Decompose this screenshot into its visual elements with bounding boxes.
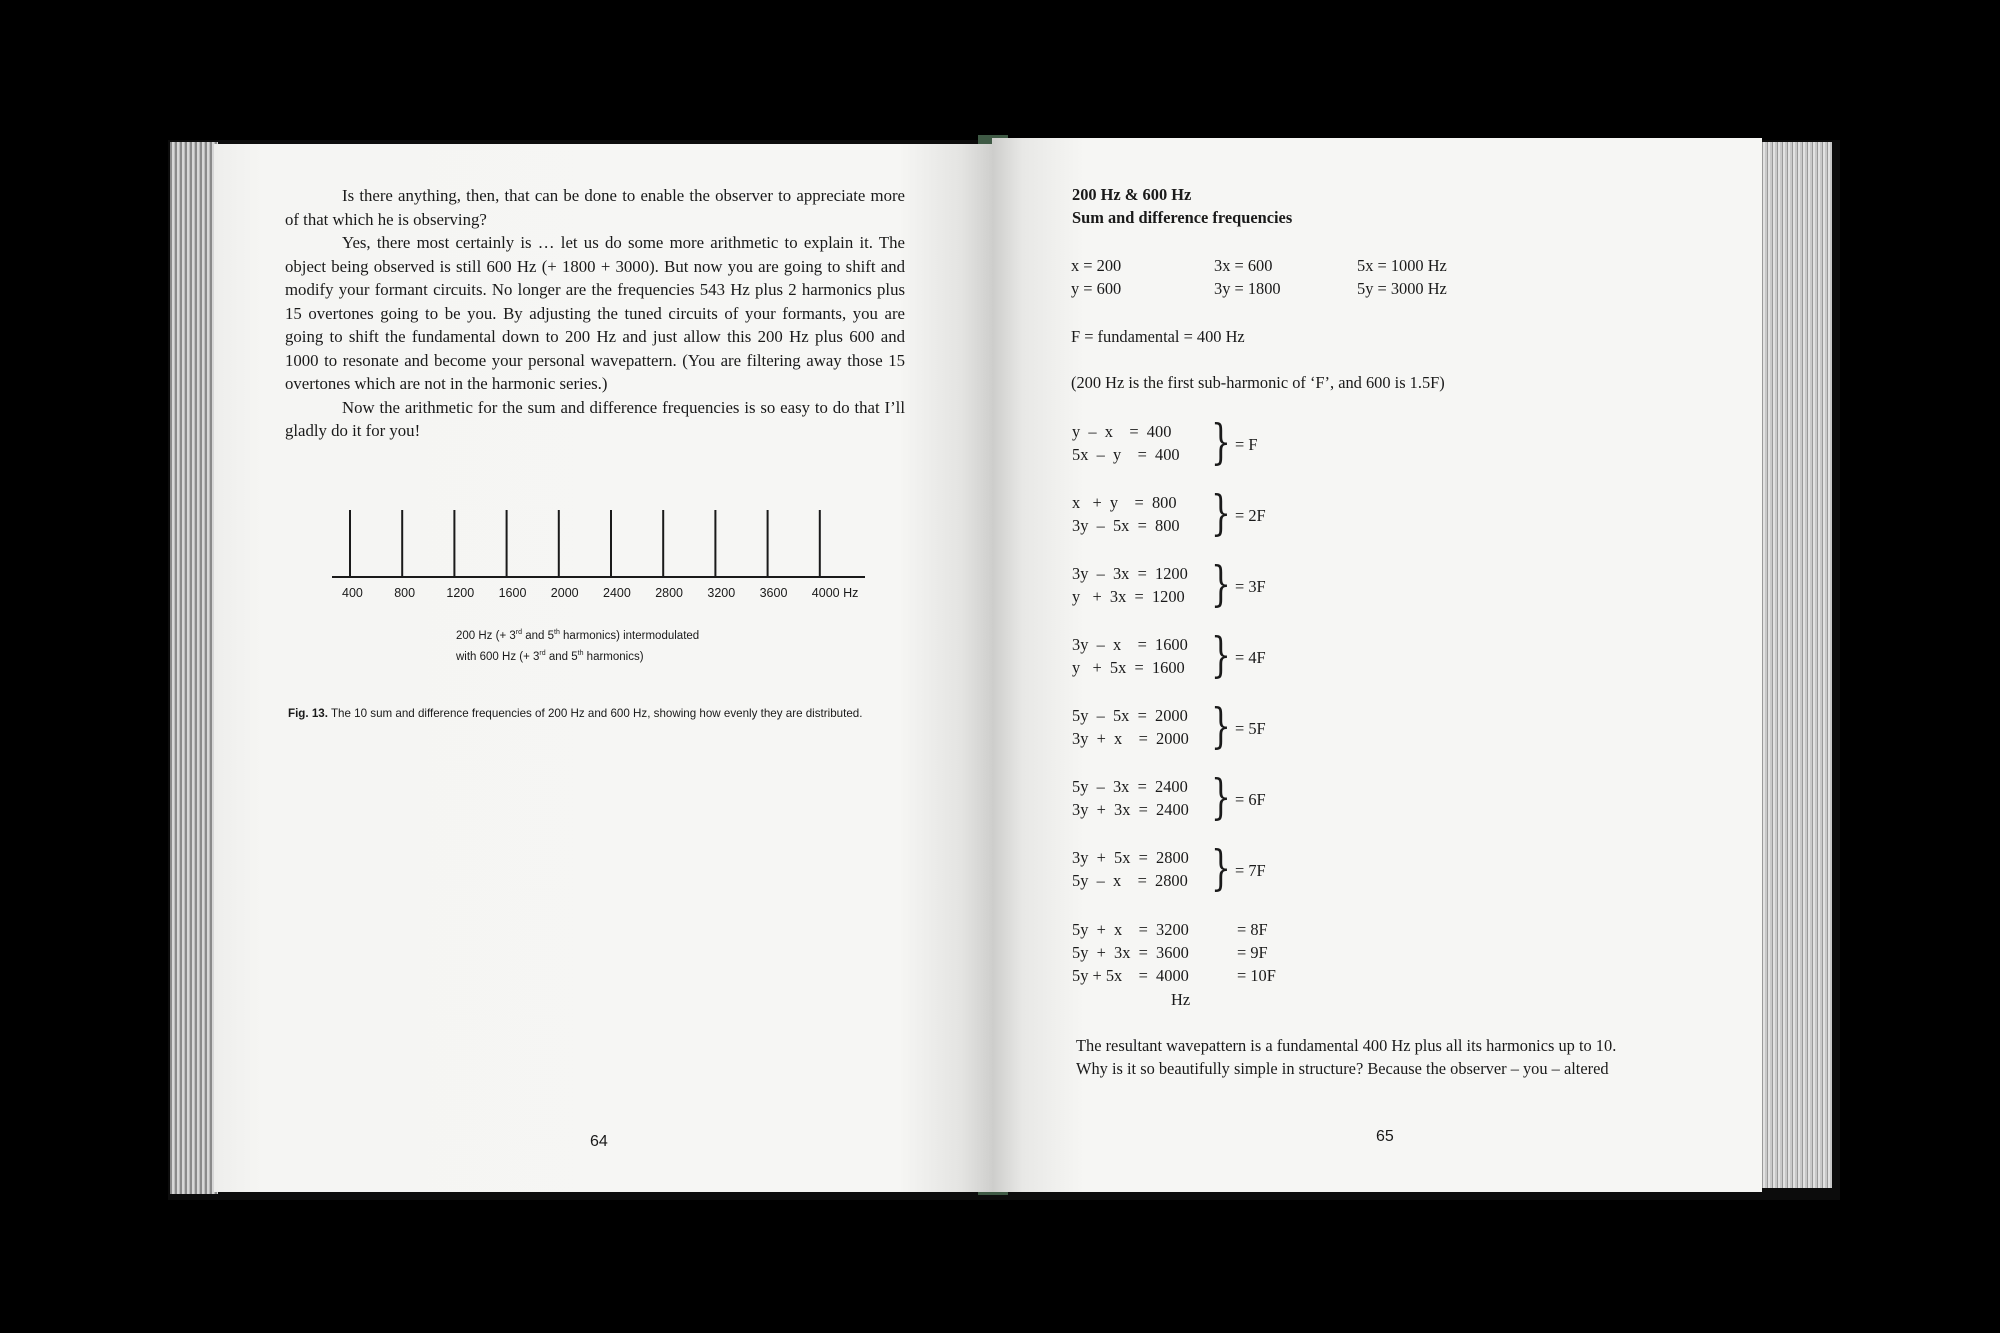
caption-text: The 10 sum and difference frequencies of 200 Hz and 600 Hz, showing how evenly they are distributed.	[327, 707, 863, 720]
equation-line: 3y + 5x = 2800	[1072, 848, 1189, 867]
section-heading-2: Sum and difference frequencies	[1072, 208, 1293, 227]
equation-line: y + 5x = 1600	[1072, 658, 1185, 677]
paragraph: Is there anything, then, that can be done to enable the observer to appreciate more of that which he is observing?	[285, 186, 905, 229]
def-3x: 3x = 600	[1214, 256, 1273, 275]
def-5y: 5y = 3000 Hz	[1357, 279, 1447, 298]
equation-line: 3y – 3x = 1200	[1072, 564, 1188, 583]
equation-line: 5y + 3x = 3600	[1072, 943, 1189, 962]
brace-glyph: }	[1211, 627, 1231, 683]
equation-result: = 8F	[1237, 920, 1268, 939]
equation-result: = 10F	[1237, 966, 1276, 985]
equation-line: 5y – 3x = 2400	[1072, 777, 1188, 796]
figure-caption	[288, 705, 878, 722]
left-page-edges	[170, 142, 218, 1194]
equation-result: = 3F	[1235, 577, 1266, 596]
equation-line: 5x – y = 400	[1072, 445, 1180, 464]
section-heading-1: 200 Hz & 600 Hz	[1072, 185, 1192, 204]
paragraph: Yes, there most certainly is … let us do some more arithmetic to explain it. The object being observed is still 600 Hz (+ 1800 + 3000). But now you are going to shift and modify your formant circuits. No longer are the frequencies 543 Hz plus 2 harmonics plus 15 overtones going to be you. By adjusting the tuned circuits of your formants, you are going to shift the fundamental down to 200 Hz and just allow this 200 Hz plus 600 and 1000 to resonate and become your personal wavepattern. (You are filtering away those 15 overtones which are not in the harmonic series.)	[285, 233, 905, 393]
equation-line: 3y + x = 2000	[1072, 729, 1189, 748]
chart-note: 200 Hz (+ 3rd and 5th harmonics) intermodulated with 600 Hz (+ 3rd and 5th harmonics)	[456, 629, 700, 663]
paragraph: Now the arithmetic for the sum and difference frequencies is so easy to do that I’ll gladly do it for you!	[285, 397, 905, 440]
def-x: x = 200	[1071, 256, 1122, 275]
right-page-edges	[1760, 142, 1832, 1188]
page-number-left: 64	[590, 1133, 608, 1150]
def-y: y = 600	[1071, 279, 1122, 298]
equation-line: 3y – x = 1600	[1072, 635, 1188, 654]
equation-line: 5y + 5x = 4000	[1072, 966, 1189, 985]
tick-label: 4000 Hz	[811, 586, 859, 600]
brace-glyph: }	[1211, 840, 1231, 896]
left-page-body	[285, 184, 905, 443]
equation-line: 3y + 3x = 2400	[1072, 800, 1189, 819]
unit-label: Hz	[1171, 990, 1191, 1009]
equation-line: 5y + x = 3200	[1072, 920, 1189, 939]
brace-glyph: }	[1211, 414, 1231, 470]
tick-label: 2400	[603, 586, 631, 600]
closing-line: The resultant wavepattern is a fundamental 400 Hz plus all its harmonics up to 10.	[1076, 1036, 1617, 1055]
frequency-chart	[330, 500, 870, 610]
fundamental-line: F = fundamental = 400 Hz	[1071, 327, 1245, 346]
equation-result: = 2F	[1235, 506, 1266, 525]
equation-line: 3y – 5x = 800	[1072, 516, 1180, 535]
page-number-right: 65	[1376, 1128, 1394, 1145]
brace-glyph: }	[1211, 556, 1231, 612]
equation-result: = F	[1235, 435, 1258, 454]
tick-label: 1200	[446, 586, 475, 600]
equation-result: = 6F	[1235, 790, 1266, 809]
equation-result: = 7F	[1235, 861, 1266, 880]
tick-label: 1600	[498, 586, 527, 600]
tick-label: 400	[342, 586, 363, 600]
tick-label: 3600	[759, 586, 788, 600]
closing-line: Why is it so beautifully simple in structure? Because the observer – you – altered	[1076, 1059, 1609, 1078]
brace-glyph: }	[1211, 698, 1231, 754]
tick-label: 2800	[655, 586, 684, 600]
caption-label: Fig. 13.	[288, 707, 328, 720]
brace-glyph: }	[1211, 769, 1231, 825]
tick-label: 800	[394, 586, 416, 600]
equation-line: y + 3x = 1200	[1072, 587, 1185, 606]
def-5x: 5x = 1000 Hz	[1357, 256, 1447, 275]
subharmonic-note: (200 Hz is the first sub-harmonic of ‘F’, and 600 is 1.5F)	[1071, 373, 1445, 392]
brace-glyph: }	[1211, 485, 1231, 541]
equation-result: = 4F	[1235, 648, 1266, 667]
equation-line: y – x = 400	[1072, 422, 1172, 441]
equation-result: = 5F	[1235, 719, 1266, 738]
def-3y: 3y = 1800	[1214, 279, 1281, 298]
equation-line: 5y – x = 2800	[1072, 871, 1188, 890]
equation-result: = 9F	[1237, 943, 1268, 962]
equation-line: 5y – 5x = 2000	[1072, 706, 1188, 725]
tick-label: 2000	[550, 586, 579, 600]
equation-line: x + y = 800	[1072, 493, 1177, 512]
tick-label: 3200	[707, 586, 736, 600]
